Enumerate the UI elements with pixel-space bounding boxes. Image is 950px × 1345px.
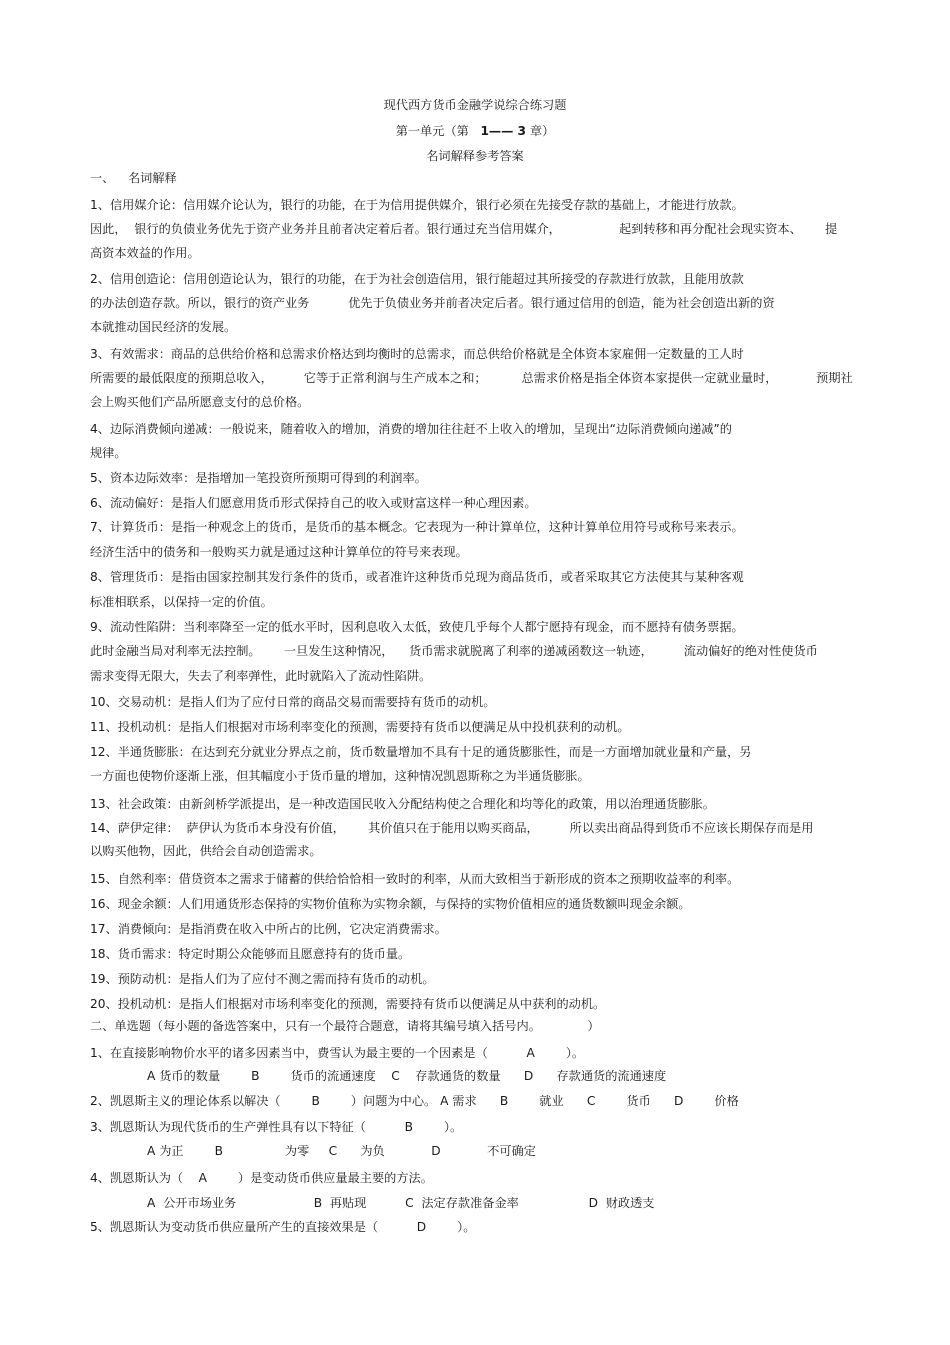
section-title: 名词解释 xyxy=(128,171,177,185)
text-line: 16、现金余额：人们用通货形态保持的实物价值称为实物余额，与保持的实物价值相应的通货数额叫现金余额。 xyxy=(90,897,691,911)
text-line: 所需要的最低限度的预期总收入， 它等于正常利润与生产成本之和； 总需求价格是指全体资本家提供一定就业量时， 预期社 xyxy=(90,371,853,385)
question-3-options: A 为正 B 为零 C 为负 D 不可确定 xyxy=(147,1144,536,1158)
question-4-options: A 公开市场业务 B 再贴现 C 法定存款准备金率 D 财政透支 xyxy=(147,1196,655,1210)
unit-chapters: 1—— 3 xyxy=(480,124,527,138)
question-1-options: A 货币的数量 B 货币的流通速度 C 存款通货的数量 D 存款通货的流通速度 xyxy=(147,1069,667,1083)
text-line: 9、流动性陷阱：当利率降至一定的低水平时，因利息收入太低，致使几乎每个人都宁愿持有现金，而不愿持有债务票据。 xyxy=(90,620,744,634)
text-line: 本就推动国民经济的发展。 xyxy=(90,320,237,334)
text-line: 10、交易动机：是指人们为了应付日常的商品交易而需要持有货币的动机。 xyxy=(90,695,496,709)
text-line: 7、计算货币：是指一种观念上的货币，是货币的基本概念。它表现为一种计算单位，这种计算单位用符号或称号来表示。 xyxy=(90,520,744,534)
section-heading-2: 二、单选题（每小题的备选答案中，只有一个最符合题意，请将其编号填入括号内。 ） xyxy=(90,1019,600,1033)
text-line: 以购买他物，因此，供给会自动创造需求。 xyxy=(90,844,322,858)
subtitle: 名词解释参考答案 xyxy=(426,149,524,163)
text-line: 此时金融当局对利率无法控制。 一旦发生这种情况， 货币需求就脱离了利率的递减函数这一轨迹， 流动偏好的绝对性使货币 xyxy=(90,644,818,658)
document-title: 现代西方货币金融学说综合练习题 xyxy=(383,98,567,112)
text-line: 6、流动偏好：是指人们愿意用货币形式保持自己的收入或财富这样一种心理因素。 xyxy=(90,496,537,510)
unit-heading xyxy=(0,122,950,139)
text-line: 标准相联系，以保持一定的价值。 xyxy=(90,595,273,609)
text-line: 15、自然利率：借贷资本之需求于储蓄的供给恰恰相一致时的利率，从而大致相当于新形成的资本之预期收益率的利率。 xyxy=(90,872,740,886)
section-heading-1 xyxy=(90,170,177,186)
text-line: 13、社会政策：由新剑桥学派提出，是一种改造国民收入分配结构使之合理化和均等化的政策，用以治理通货膨胀。 xyxy=(90,797,715,811)
text-line: 2、信用创造论：信用创造论认为，银行的功能，在于为社会创造信用，银行能超过其所接受的存款进行放款，且能用放款 xyxy=(90,272,744,286)
text-line: 的办法创造存款。所以，银行的资产业务 优先于负债业务并前者决定后者。银行通过信用的创造，能为社会创造出新的资 xyxy=(90,296,775,310)
text-line: 8、管理货币：是指由国家控制其发行条件的货币，或者准许这种货币兑现为商品货币，或者采取其它方法使其与某种客观 xyxy=(90,570,744,584)
text-line: 因此， 银行的负债业务优先于资产业务并且前者决定着后者。银行通过充当信用媒介， 起到转移和再分配社会现实资本、 提 xyxy=(90,222,838,236)
text-line: 需求变得无限大，失去了利率弹性，此时就陷入了流动性陷阱。 xyxy=(90,669,432,683)
question-1: 1、在直接影响物价水平的诸多因素当中，费雪认为最主要的一个因素是（ A ）。 xyxy=(90,1046,585,1060)
question-3: 3、凯恩斯认为现代货币的生产弹性具有以下特征（ B ）。 xyxy=(90,1120,463,1134)
text-line: 5、资本边际效率：是指增加一笔投资所预期可得到的利润率。 xyxy=(90,471,427,485)
text-line: 12、半通货膨胀：在达到充分就业分界点之前，货币数量增加不具有十足的通货膨胀性，而是一方面增加就业量和产量，另 xyxy=(90,745,752,759)
text-line: 19、预防动机：是指人们为了应付不测之需而持有货币的动机。 xyxy=(90,972,435,986)
text-line: 规律。 xyxy=(90,446,127,460)
unit-suffix: 章） xyxy=(529,124,555,138)
unit-prefix: 第一单元（第 xyxy=(395,124,469,138)
question-5: 5、凯恩斯认为变动货币供应量所产生的直接效果是（ D ）。 xyxy=(90,1220,476,1234)
text-line: 经济生活中的债务和一般购买力就是通过这种计算单位的符号来表现。 xyxy=(90,545,468,559)
text-line: 11、投机动机：是指人们根据对市场利率变化的预测，需要持有货币以便满足从中投机获利的动机。 xyxy=(90,720,630,734)
text-line: 4、边际消费倾向递减：一般说来，随着收入的增加，消费的增加往往赶不上收入的增加，呈现出“边际消费倾向递减”的 xyxy=(90,422,732,436)
text-line: 会上购买他们产品所愿意支付的总价格。 xyxy=(90,395,310,409)
text-line: 一方面也使物价逐渐上涨，但其幅度小于货币量的增加，这种情况凯恩斯称之为半通货膨胀。 xyxy=(90,769,590,783)
text-line: 3、有效需求：商品的总供给价格和总需求价格达到均衡时的总需求，而总供给价格就是全体资本家雇佣一定数量的工人时 xyxy=(90,347,744,361)
text-line: 14、萨伊定律： 萨伊认为货币本身没有价值， 其价值只在于能用以购买商品， 所以卖出商品得到货币不应该长期保存而是用 xyxy=(90,821,814,835)
question-4: 4、凯恩斯认为（ A ）是变动货币供应量最主要的方法。 xyxy=(90,1171,433,1185)
text-line: 高资本效益的作用。 xyxy=(90,246,200,260)
section-number: 一、 xyxy=(90,171,115,185)
question-2: 2、凯恩斯主义的理论体系以解决（ B ）问题为中心。 A 需求 B 就业 C 货币 D 价格 xyxy=(90,1094,739,1108)
text-line: 18、货币需求：特定时期公众能够而且愿意持有的货币量。 xyxy=(90,947,411,961)
text-line: 17、消费倾向：是指消费在收入中所占的比例，它决定消费需求。 xyxy=(90,922,447,936)
text-line: 20、投机动机：是指人们根据对市场利率变化的预测，需要持有货币以便满足从中获利的动机。 xyxy=(90,997,606,1011)
text-line: 1、信用媒介论：信用媒介论认为，银行的功能，在于为信用提供媒介，银行必须在先接受存款的基础上，才能进行放款。 xyxy=(90,198,744,212)
